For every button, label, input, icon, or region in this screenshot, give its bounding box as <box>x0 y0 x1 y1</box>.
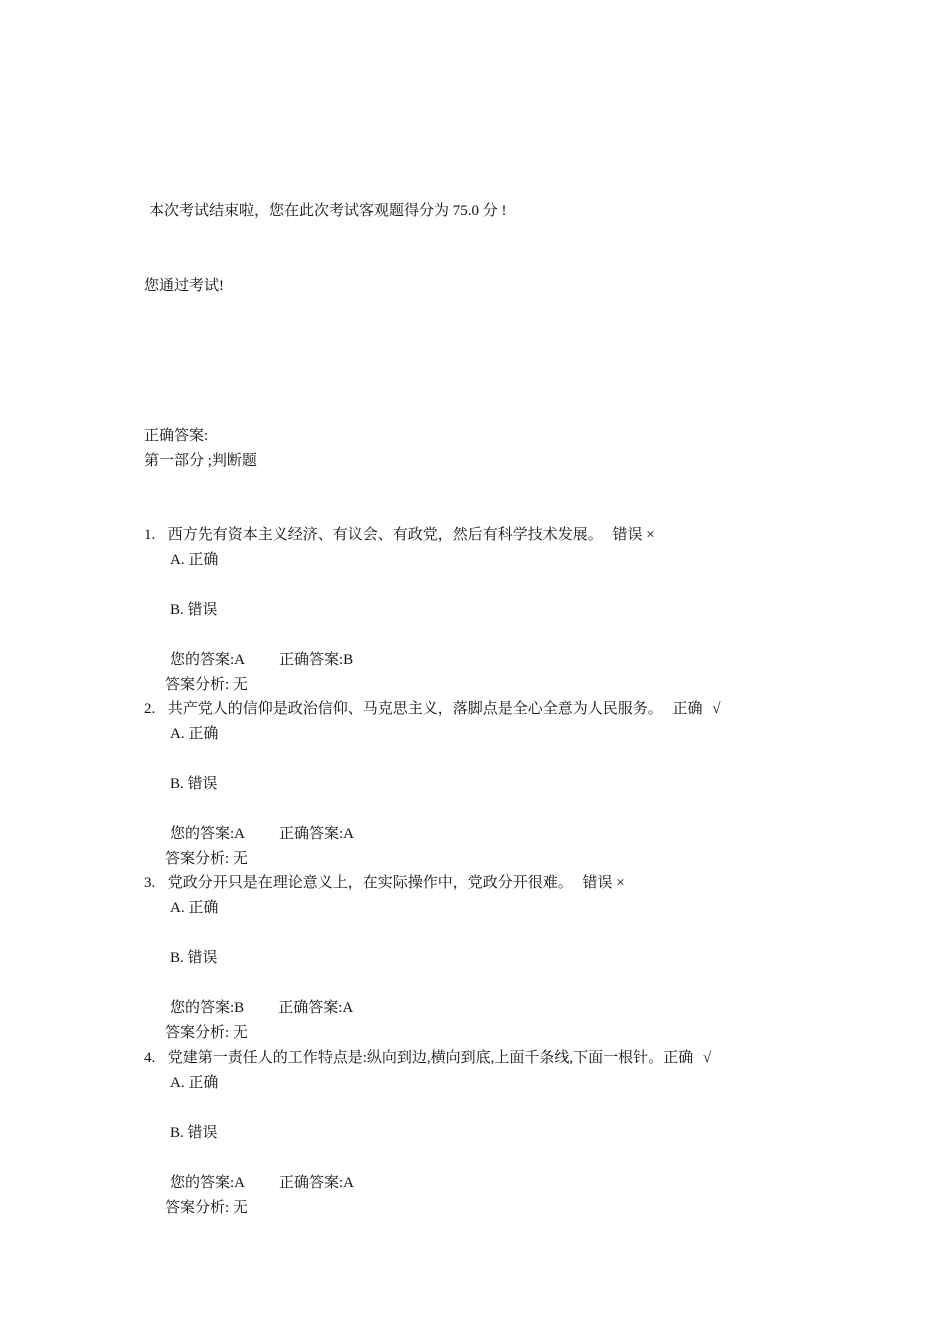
question-text: 西方先有资本主义经济、有议会、有政党，然后有科学技术发展。 <box>167 527 603 543</box>
result-mark: √ <box>712 701 721 717</box>
result-mark: × <box>646 527 655 543</box>
question-text: 共产党人的信仰是政治信仰、马克思主义，落脚点是全心全意为人民服务。 <box>167 701 663 717</box>
result-label: 正确 <box>672 701 703 717</box>
option-a: A. 正确 <box>170 1075 219 1091</box>
answers-section-title: 正确答案: <box>144 428 209 444</box>
your-answer: 您的答案:B <box>170 1000 245 1016</box>
result-label: 错误 <box>582 875 613 891</box>
option-b: B. 错误 <box>170 776 218 792</box>
question-stem <box>144 699 721 719</box>
option-a: A. 正确 <box>170 900 219 916</box>
correct-answer: 正确答案:B <box>279 652 354 668</box>
question-number: 1. <box>144 527 156 543</box>
result-mark: √ <box>702 1050 712 1066</box>
question-number: 3. <box>144 875 156 891</box>
correct-answer: 正确答案:A <box>279 1175 355 1191</box>
answer-analysis: 答案分析: 无 <box>165 677 248 693</box>
question-stem <box>144 525 655 545</box>
answer-row <box>170 1173 354 1193</box>
option-a: A. 正确 <box>170 552 219 568</box>
part-title: 第一部分 ;判断题 <box>144 453 257 469</box>
result-label: 正确 <box>663 1050 694 1066</box>
question-stem <box>144 873 625 893</box>
correct-answer: 正确答案:A <box>279 826 355 842</box>
option-b: B. 错误 <box>170 602 218 618</box>
option-a: A. 正确 <box>170 726 219 742</box>
answer-row <box>170 998 353 1018</box>
answer-row <box>170 650 353 670</box>
answer-analysis: 答案分析: 无 <box>165 1025 248 1041</box>
result-mark: × <box>616 875 625 891</box>
result-label: 错误 <box>612 527 643 543</box>
question-text: 党建第一责任人的工作特点是:纵向到边,横向到底,上面千条线,下面一根针。 <box>167 1050 664 1066</box>
question-number: 2. <box>144 701 156 717</box>
question-number: 4. <box>144 1050 156 1066</box>
answer-row <box>170 824 354 844</box>
exam-pass-message: 您通过考试! <box>144 278 224 294</box>
exam-result-message: 本次考试结束啦，您在此次考试客观题得分为 75.0 分 ! <box>149 203 507 219</box>
option-b: B. 错误 <box>170 950 218 966</box>
answer-analysis: 答案分析: 无 <box>165 1200 248 1216</box>
your-answer: 您的答案:A <box>170 826 246 842</box>
option-b: B. 错误 <box>170 1125 218 1141</box>
answer-analysis: 答案分析: 无 <box>165 851 248 867</box>
question-stem <box>144 1048 711 1068</box>
your-answer: 您的答案:A <box>170 1175 246 1191</box>
your-answer: 您的答案:A <box>170 652 246 668</box>
correct-answer: 正确答案:A <box>278 1000 354 1016</box>
question-text: 党政分开只是在理论意义上，在实际操作中，党政分开很难。 <box>167 875 573 891</box>
